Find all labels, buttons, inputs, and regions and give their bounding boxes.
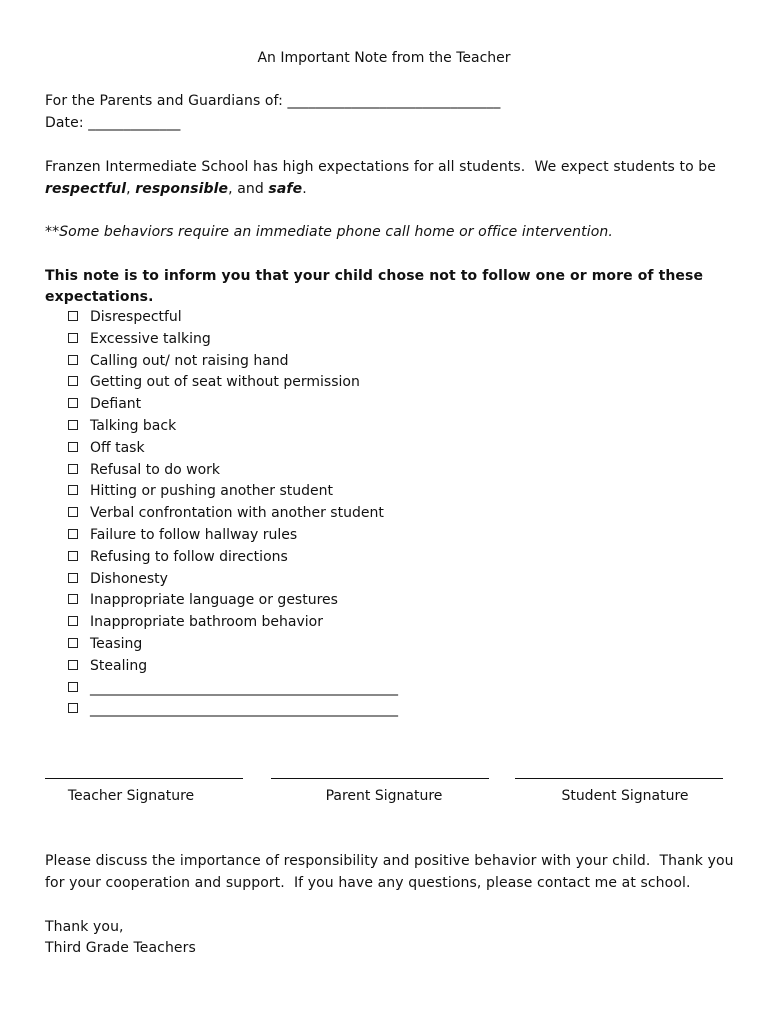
checklist-item-blank xyxy=(68,678,398,700)
checklist-item-label: Refusing to follow directions xyxy=(90,548,288,565)
checklist-item-label: Off task xyxy=(90,439,145,456)
checkbox[interactable] xyxy=(68,703,78,713)
checkbox[interactable] xyxy=(68,551,78,561)
checkbox[interactable] xyxy=(68,333,78,343)
date-line xyxy=(45,113,181,133)
checklist-item-label: Failure to follow hallway rules xyxy=(90,526,298,543)
closing-line-2: for your cooperation and support. If you have any questions, please contact me at school. xyxy=(45,875,691,891)
parent-signature-label: Parent Signature xyxy=(325,788,443,804)
value-safe: safe xyxy=(268,181,303,197)
checklist-item-label: Talking back xyxy=(90,417,177,434)
blank-line: ____________________________________________ xyxy=(90,679,398,696)
checklist-item-label: Dishonesty xyxy=(90,570,168,587)
checkbox[interactable] xyxy=(68,682,78,692)
checklist-item-label: Inappropriate language or gestures xyxy=(90,592,338,609)
expectations-intro: Franzen Intermediate School has high expectations for all students. We expect students to be xyxy=(45,159,716,175)
checkbox[interactable] xyxy=(68,355,78,365)
checklist-item xyxy=(68,481,398,503)
teacher-signature-label: Teacher Signature xyxy=(67,788,195,804)
checklist-item-label: Defiant xyxy=(90,396,142,413)
checkbox[interactable] xyxy=(68,594,78,604)
checklist-item xyxy=(68,307,398,329)
checklist-item-label: Calling out/ not raising hand xyxy=(90,352,289,369)
checklist-item-label: Teasing xyxy=(90,635,143,652)
checklist-item xyxy=(68,416,398,438)
parent-signature-line xyxy=(271,764,489,779)
checkbox[interactable] xyxy=(68,573,78,583)
student-signature-line xyxy=(515,764,723,779)
value-responsible: responsible xyxy=(135,181,229,197)
value-separator: , xyxy=(126,181,136,197)
checklist-item xyxy=(68,394,398,416)
date-label: Date: xyxy=(45,115,89,131)
checkbox[interactable] xyxy=(68,311,78,321)
checkbox[interactable] xyxy=(68,638,78,648)
checkbox[interactable] xyxy=(68,529,78,539)
student-signature-label: Student Signature xyxy=(561,788,689,804)
checklist-item xyxy=(68,547,398,569)
checklist-item xyxy=(68,351,398,373)
checklist-item-label: Disrespectful xyxy=(90,309,182,325)
checklist-item xyxy=(68,438,398,460)
signoff: Third Grade Teachers xyxy=(45,940,196,956)
checklist-item xyxy=(68,503,398,525)
value-respectful: respectful xyxy=(45,181,127,197)
immediate-note: **Some behaviors require an immediate phone call home or office intervention. xyxy=(45,224,613,240)
closing-line-1: Please discuss the importance of responsibility and positive behavior with your child. Thank you xyxy=(45,853,734,869)
checklist-item-blank xyxy=(68,699,398,721)
date-blank: _____________ xyxy=(88,115,181,131)
checklist-item xyxy=(68,329,398,351)
checklist-item xyxy=(68,525,398,547)
expectations-values xyxy=(45,179,307,199)
checklist-item-label: Inappropriate bathroom behavior xyxy=(90,614,323,631)
blank-line: ____________________________________________ xyxy=(90,701,398,718)
checklist-item xyxy=(68,372,398,394)
thank-you: Thank you, xyxy=(45,919,124,935)
checkbox[interactable] xyxy=(68,616,78,626)
parents-name-blank: ______________________________ xyxy=(287,93,501,109)
checklist-item-label: Excessive talking xyxy=(90,330,211,347)
checkbox[interactable] xyxy=(68,442,78,452)
checklist-item-label: Hitting or pushing another student xyxy=(90,483,334,500)
parents-line xyxy=(45,91,500,111)
behavior-checklist xyxy=(68,307,398,721)
value-end: . xyxy=(302,181,307,197)
inform-line-1: This note is to inform you that your child chose not to follow one or more of these xyxy=(45,268,704,284)
checklist-item xyxy=(68,569,398,591)
checkbox[interactable] xyxy=(68,485,78,495)
checklist-item xyxy=(68,634,398,656)
page-title: An Important Note from the Teacher xyxy=(257,50,511,66)
checkbox[interactable] xyxy=(68,464,78,474)
checkbox[interactable] xyxy=(68,420,78,430)
checkbox[interactable] xyxy=(68,376,78,386)
value-separator: , and xyxy=(228,181,269,197)
checklist-item xyxy=(68,590,398,612)
parents-label: For the Parents and Guardians of: xyxy=(45,93,288,109)
checklist-item-label: Refusal to do work xyxy=(90,461,221,478)
checkbox[interactable] xyxy=(68,660,78,670)
checklist-item xyxy=(68,612,398,634)
checkbox[interactable] xyxy=(68,507,78,517)
checklist-item xyxy=(68,460,398,482)
checklist-item-label: Stealing xyxy=(90,657,148,674)
checklist-item xyxy=(68,656,398,678)
inform-line-2: expectations. xyxy=(45,289,154,305)
checkbox[interactable] xyxy=(68,398,78,408)
checklist-item-label: Verbal confrontation with another student xyxy=(90,505,384,522)
teacher-signature-line xyxy=(45,764,243,779)
checklist-item-label: Getting out of seat without permission xyxy=(90,374,360,391)
